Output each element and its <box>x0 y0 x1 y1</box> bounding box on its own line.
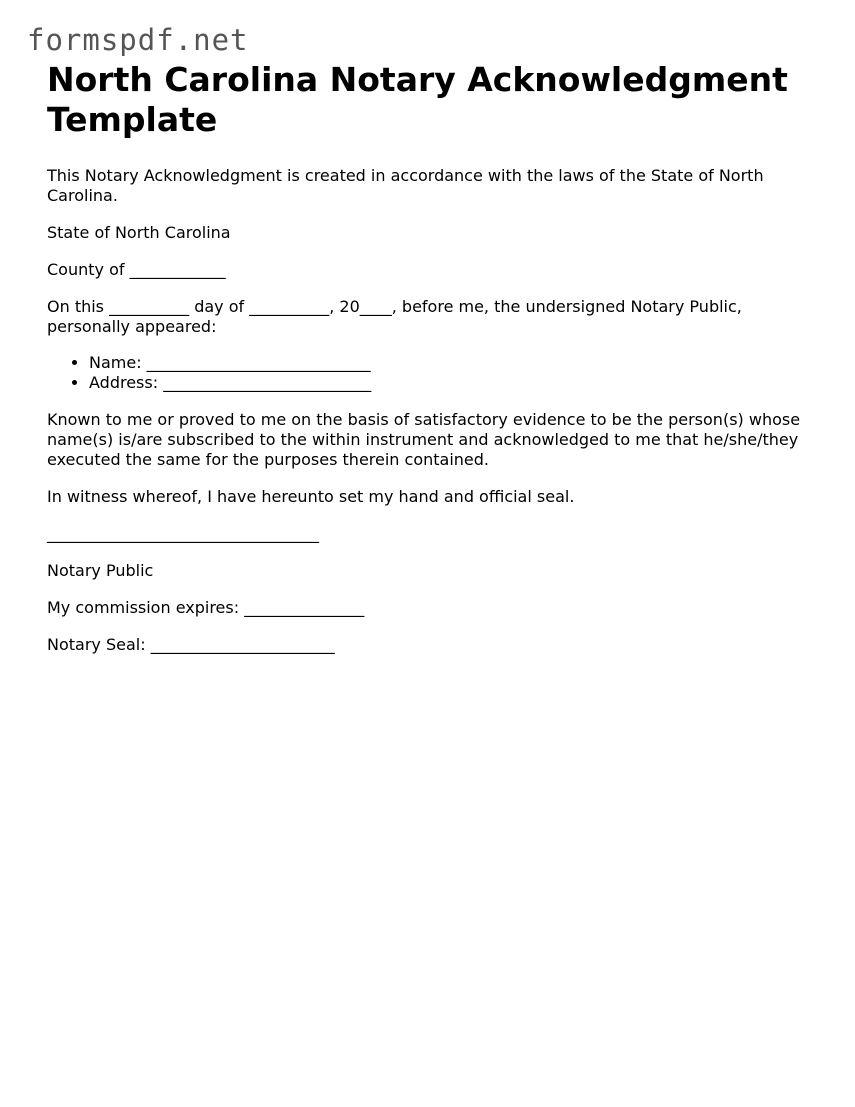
party-fields-list <box>47 353 817 393</box>
signature-line: __________________________________ <box>47 524 319 543</box>
name-field-item: • Name: ____________________________ <box>89 353 817 373</box>
witness-line: In witness whereof, I have hereunto set my hand and official seal. <box>47 487 575 506</box>
known-paragraph: Known to me or proved to me on the basis of satisfactory evidence to be the person(s) whose name(s) is/are subscribed to the within instrument and acknowledged to me that he/she/they executed the same for the purposes therein contained. <box>47 410 801 469</box>
document-title: North Carolina Notary Acknowledgment Template <box>47 60 788 139</box>
county-line: County of ____________ <box>47 260 226 279</box>
appearance-line: On this __________ day of __________, 20____, before me, the undersigned Notary Public, personally appeared: <box>47 297 742 336</box>
state-line: State of North Carolina <box>47 223 231 242</box>
notary-public-label: Notary Public <box>47 561 154 580</box>
commission-expires-line: My commission expires: _______________ <box>47 598 365 617</box>
document-page <box>47 60 817 655</box>
address-field-item: • Address: __________________________ <box>89 373 817 393</box>
watermark-logo: formspdf.net <box>27 23 249 57</box>
notary-seal-line: Notary Seal: _______________________ <box>47 635 335 654</box>
intro-paragraph: This Notary Acknowledgment is created in accordance with the laws of the State of North Carolina. <box>47 166 764 205</box>
